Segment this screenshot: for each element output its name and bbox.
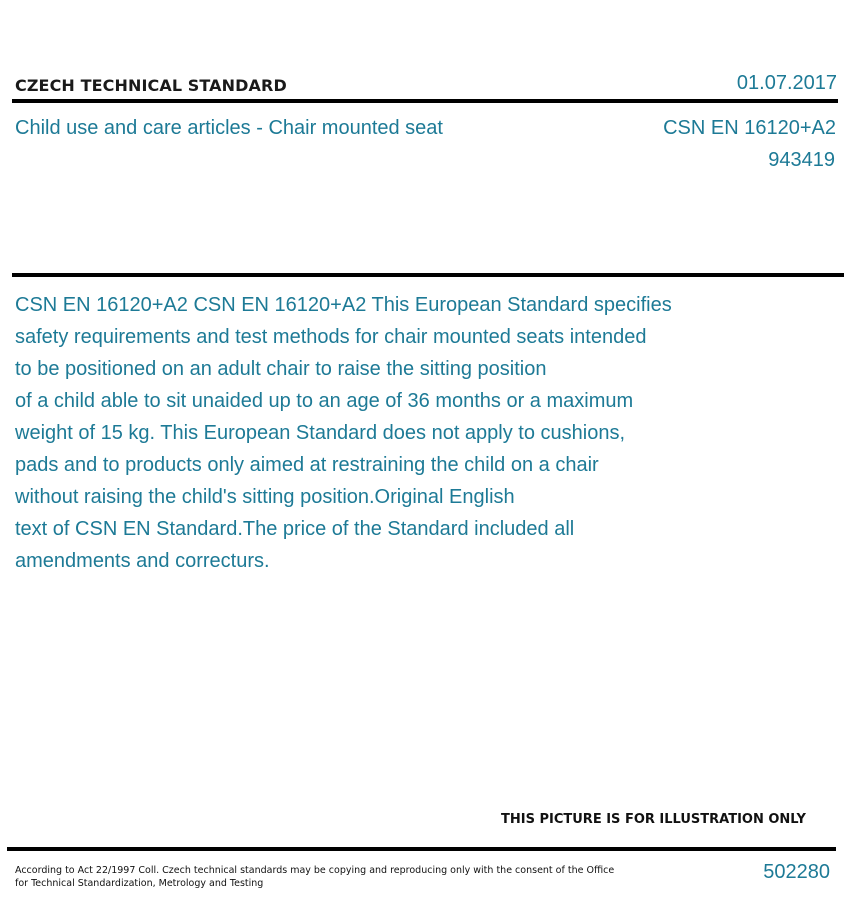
top-divider [12, 99, 838, 103]
middle-divider [12, 273, 844, 277]
publication-date: 01.07.2017 [736, 72, 837, 94]
standard-code: CSN EN 16120+A2 [663, 117, 836, 139]
illustration-notice: THIS PICTURE IS FOR ILLUSTRATION ONLY [501, 812, 806, 827]
bottom-divider [7, 847, 836, 851]
catalog-number: 943419 [768, 149, 835, 171]
header-title: CZECH TECHNICAL STANDARD [15, 76, 287, 95]
document-title: Child use and care articles - Chair mounted seat [15, 117, 443, 139]
standard-description: CSN EN 16120+A2 CSN EN 16120+A2 This European Standard specifies safety requirements and test methods for chair mounted seats intended to be positioned on an adult chair to raise the sitting position of a child able to sit unaided up to an age of 36 months or a maximum weight of 15 kg. This European Standard does not apply to cushions, pads and to products only aimed at restraining the child on a chair without raising the child's sitting position.Original English text of CSN EN Standard.The price of the Standard included all amendments and correcturs. [15, 294, 672, 572]
legal-notice: According to Act 22/1997 Coll. Czech technical standards may be copying and reproducing only with the consent of the Office for Technical Standardization, Metrology and Testing [15, 865, 615, 889]
footer-id: 502280 [763, 861, 830, 883]
